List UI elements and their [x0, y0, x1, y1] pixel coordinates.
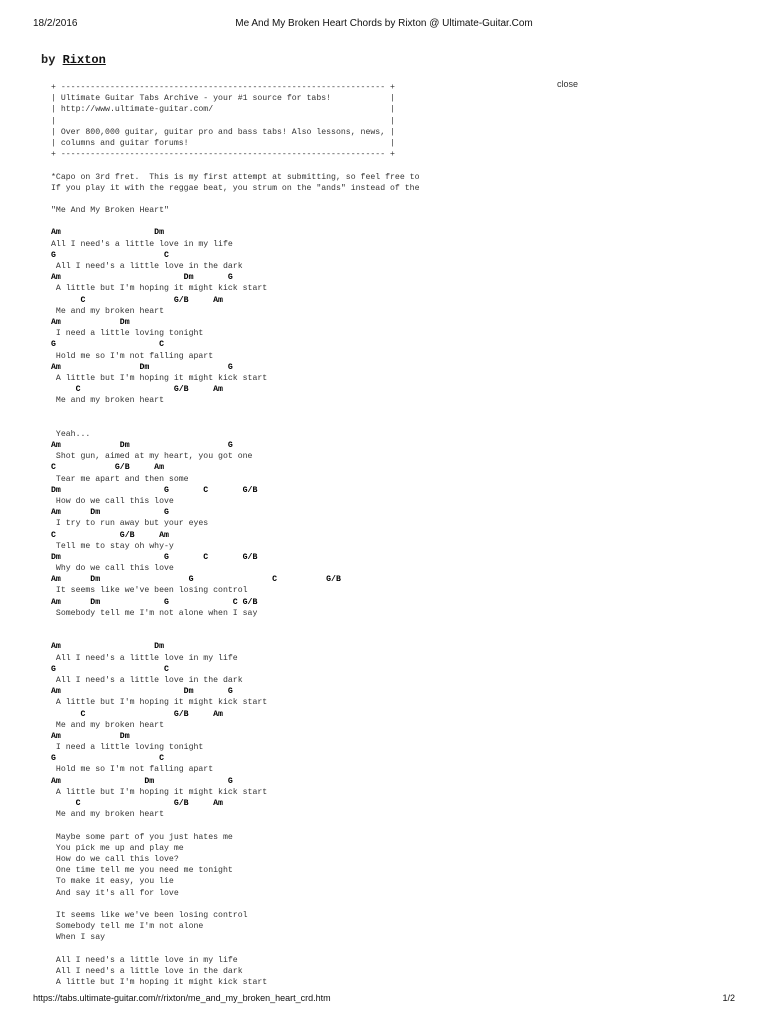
- chord-line: Am Dm G: [51, 273, 233, 283]
- artist-link[interactable]: Rixton: [62, 53, 106, 67]
- byline-prefix: by: [41, 53, 63, 67]
- tab-line: A little but I'm hoping it might kick start: [51, 698, 268, 708]
- tab-line: And say it's all for love: [51, 888, 179, 898]
- tab-line: [51, 216, 731, 227]
- page-number: 1/2: [722, 993, 735, 1003]
- tab-line: [51, 160, 731, 171]
- tab-line: All I need's a little love in my life: [51, 653, 238, 663]
- tab-line: | Ultimate Guitar Tabs Archive - your #1 source for tabs! |: [51, 94, 395, 104]
- chord-line: Am Dm G C G/B: [51, 575, 341, 585]
- chord-line: G C: [51, 754, 165, 764]
- tab-line: Somebody tell me I'm not alone when I say: [51, 608, 258, 618]
- tab-line: A little but I'm hoping it might kick start: [51, 978, 268, 987]
- tab-line: [51, 820, 731, 831]
- tab-line: Hold me so I'm not falling apart: [51, 765, 214, 775]
- tab-line: | |: [51, 116, 395, 126]
- tab-content: [51, 82, 731, 988]
- tab-line: I try to run away but your eyes: [51, 519, 209, 529]
- chord-line: Am Dm G C G/B: [51, 597, 258, 607]
- tab-line: Me and my broken heart: [51, 720, 165, 730]
- tab-line: [51, 418, 731, 429]
- tab-line: [51, 619, 731, 630]
- chord-line: Dm G C G/B: [51, 485, 258, 495]
- chord-line: Am Dm: [51, 642, 165, 652]
- tab-line: I need a little loving tonight: [51, 743, 204, 753]
- tab-line: [51, 406, 731, 417]
- tab-line: [51, 630, 731, 641]
- chord-line: G C: [51, 250, 169, 260]
- tab-line: Me and my broken heart: [51, 810, 165, 820]
- tab-line: Me and my broken heart: [51, 396, 165, 406]
- chord-line: G C: [51, 664, 169, 674]
- tab-line: A little but I'm hoping it might kick start: [51, 787, 268, 797]
- tab-line: All I need's a little love in my life: [51, 239, 233, 249]
- chord-line: C G/B Am: [51, 709, 223, 719]
- print-header: [33, 18, 735, 32]
- tab-line: It seems like we've been losing control: [51, 586, 248, 596]
- chord-line: Am Dm: [51, 317, 130, 327]
- tab-line: Maybe some part of you just hates me: [51, 832, 233, 842]
- tab-line: How do we call this love: [51, 496, 174, 506]
- tab-line: A little but I'm hoping it might kick start: [51, 284, 268, 294]
- print-footer: [33, 993, 735, 1007]
- tab-line: Tear me apart and then some: [51, 474, 189, 484]
- chord-line: Am Dm G: [51, 362, 233, 372]
- close-link[interactable]: close: [557, 79, 579, 89]
- tab-line: When I say: [51, 933, 106, 943]
- chord-line: Am Dm G: [51, 687, 233, 697]
- chord-line: C G/B Am: [51, 799, 223, 808]
- tab-line: + ------------------------------------------------------------------ +: [51, 150, 395, 160]
- page-title: Me And My Broken Heart Chords by Rixton @ Ultimate-Guitar.Com: [235, 18, 533, 29]
- tab-line: Yeah...: [51, 429, 91, 439]
- tab-line: Hold me so I'm not falling apart: [51, 351, 214, 361]
- tab-line: | http://www.ultimate-guitar.com/ |: [51, 105, 395, 115]
- tab-line: To make it easy, you lie: [51, 877, 174, 887]
- chord-line: C G/B Am: [51, 295, 223, 305]
- chord-line: C G/B Am: [51, 463, 165, 473]
- tab-line: | Over 800,000 guitar, guitar pro and bass tabs! Also lessons, news, |: [51, 127, 395, 137]
- tab-line: It seems like we've been losing control: [51, 910, 248, 920]
- tab-line: If you play it with the reggae beat, you strum on the "ands" instead of the: [51, 183, 420, 193]
- tab-line: All I need's a little love in my life: [51, 955, 238, 965]
- chord-line: Am Dm: [51, 228, 165, 238]
- page-url: https://tabs.ultimate-guitar.com/r/rixton/me_and_my_broken_heart_crd.htm: [33, 993, 331, 1003]
- chord-line: Dm G C G/B: [51, 552, 258, 562]
- chord-line: G C: [51, 340, 165, 350]
- tab-line: [51, 194, 731, 205]
- tab-line: All I need's a little love in the dark: [51, 675, 243, 685]
- tab-line: [51, 899, 731, 910]
- tab-line: Why do we call this love: [51, 564, 174, 574]
- tab-line: All I need's a little love in the dark: [51, 262, 243, 271]
- print-date: 18/2/2016: [33, 18, 78, 29]
- chord-line: C G/B Am: [51, 385, 223, 395]
- tab-line: Me and my broken heart: [51, 306, 165, 316]
- chord-line: Am Dm: [51, 731, 130, 741]
- tab-line: [51, 943, 731, 954]
- tab-line: "Me And My Broken Heart": [51, 206, 169, 216]
- tab-line: All I need's a little love in the dark: [51, 966, 243, 976]
- tab-line: A little but I'm hoping it might kick start: [51, 373, 268, 383]
- chord-line: C G/B Am: [51, 530, 169, 540]
- tab-line: How do we call this love?: [51, 854, 179, 864]
- tab-line: Shot gun, aimed at my heart, you got one: [51, 452, 253, 462]
- tab-line: + ------------------------------------------------------------------ +: [51, 83, 395, 92]
- artist-byline: [41, 53, 106, 67]
- tab-line: Tell me to stay oh why-y: [51, 541, 174, 551]
- tab-line: I need a little loving tonight: [51, 329, 204, 339]
- tab-line: Somebody tell me I'm not alone: [51, 922, 204, 932]
- tab-line: One time tell me you need me tonight: [51, 866, 233, 876]
- chord-line: Am Dm G: [51, 441, 233, 450]
- tab-line: You pick me up and play me: [51, 843, 184, 853]
- chord-line: Am Dm G: [51, 508, 169, 518]
- tab-line: | columns and guitar forums! |: [51, 138, 395, 148]
- tab-line: *Capo on 3rd fret. This is my first attempt at submitting, so feel free to: [51, 172, 420, 182]
- chord-line: Am Dm G: [51, 776, 233, 786]
